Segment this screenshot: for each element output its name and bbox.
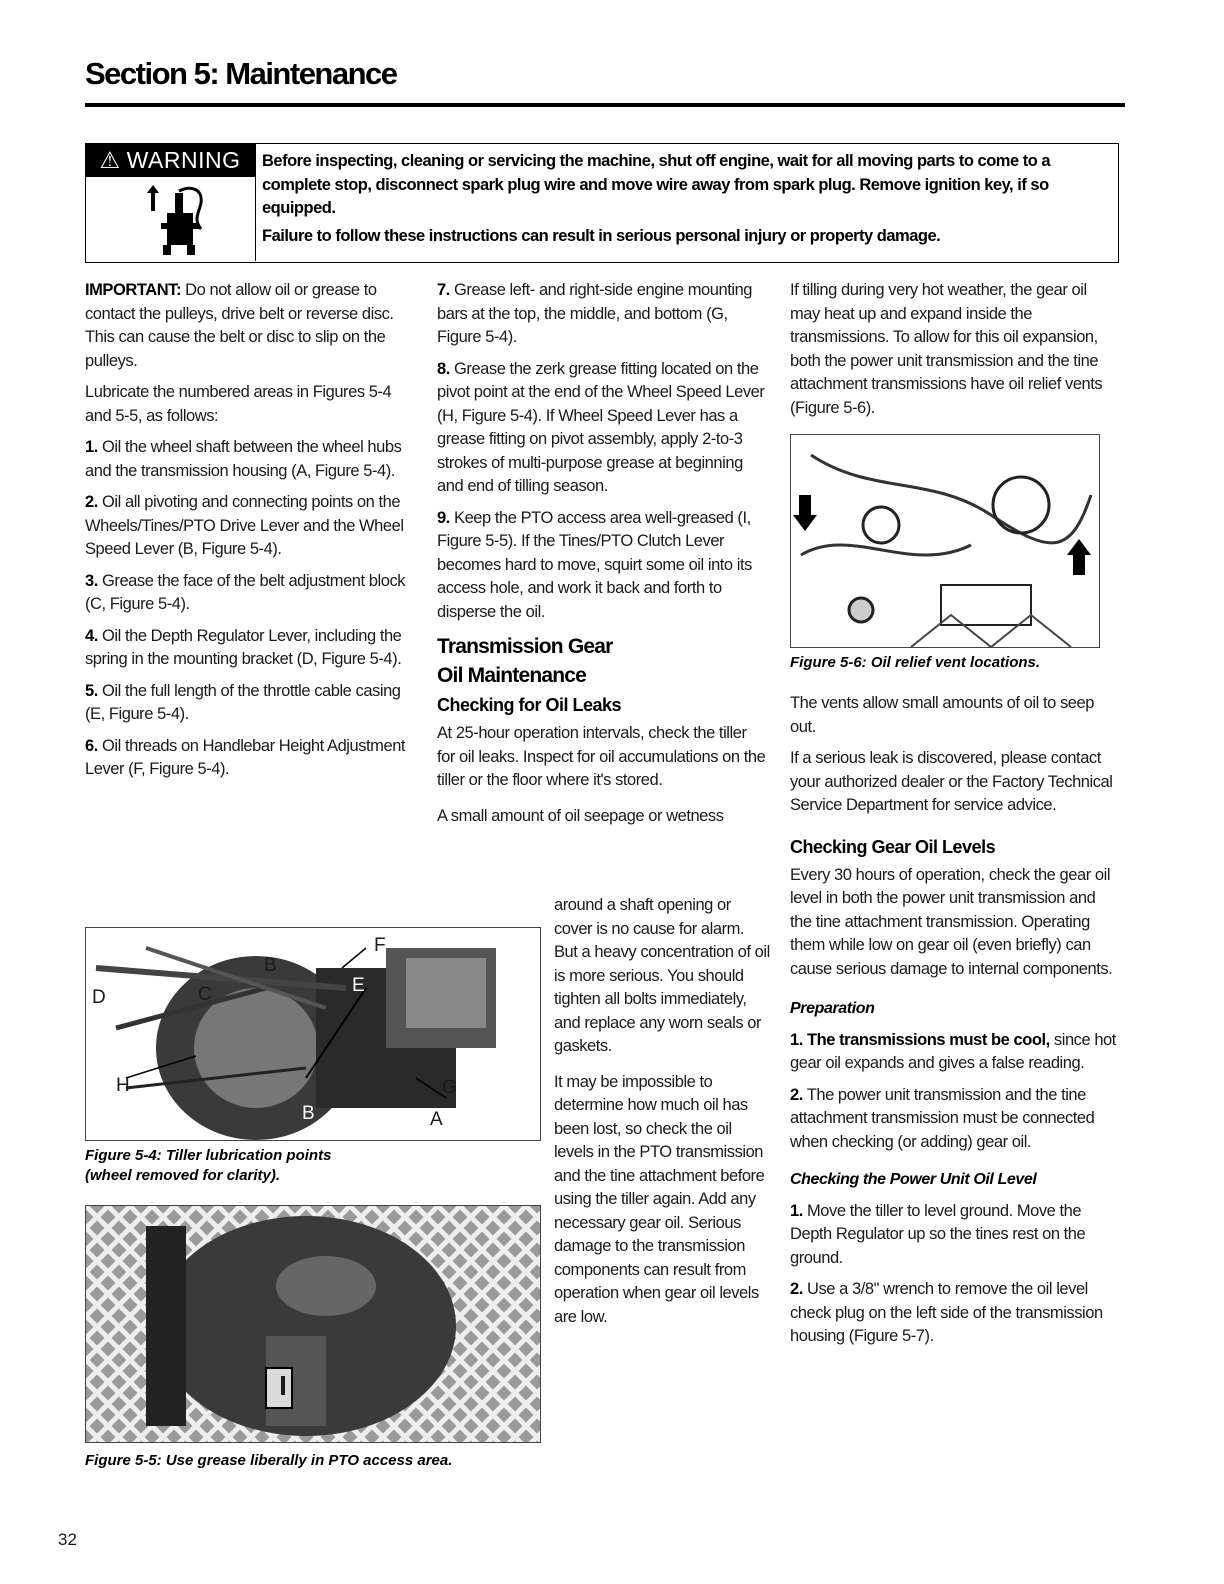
preparation-heading: Preparation	[790, 1000, 875, 1017]
leaks-para-2-lead: A small amount of oil seepage or wetness	[437, 806, 724, 825]
checking-levels-heading: Checking Gear Oil Levels	[790, 836, 996, 857]
warning-label: ⚠ WARNING	[85, 143, 255, 177]
fig4-label-d: D	[92, 987, 106, 1008]
power-unit-step-2: 2. Use a 3/8" wrench to remove the oil level check plug on the left side of the transmission housing (Figure 5-7).	[790, 1280, 1103, 1345]
step-4: 4. Oil the Depth Regulator Lever, including the spring in the mounting bracket (D, Figure 5-4).	[85, 626, 402, 668]
important-text: Do not allow oil or grease to contact the pulleys, drive belt or reverse disc. This can cause the belt or disc to slip on the pulleys.	[85, 281, 394, 370]
warning-line-1: Before inspecting, cleaning or servicing the machine, shut off engine, wait for all moving parts to come to a complete stop, disconnect spark plug wire and move wire away from spark plug. Remove ignition key, if so equipped.	[262, 152, 1051, 217]
page-number: 32	[58, 1530, 77, 1549]
leaks-para-1: At 25-hour operation intervals, check the tiller for oil leaks. Inspect for oil accumulations on the tiller or the floor where it's stored.	[437, 724, 766, 789]
step-2: 2. Oil all pivoting and connecting points on the Wheels/Tines/PTO Drive Lever and the Wheel Speed Lever (B, Figure 5-4).	[85, 493, 404, 558]
fig4-label-e: E	[352, 975, 365, 996]
fig4-label-c: C	[198, 984, 212, 1005]
step-9: 9. Keep the PTO access area well-greased (I, Figure 5-5). If the Tines/PTO Clutch Lever becomes hard to move, squirt some oil into its access hole, and work it back and forth to disperse the oil.	[437, 508, 752, 621]
power-unit-step-1: 1. Move the tiller to level ground. Move the Depth Regulator up so the tines rest on the ground.	[790, 1201, 1086, 1267]
vents-para: The vents allow small amounts of oil to seep out.	[790, 694, 1094, 736]
column-3-mid	[790, 692, 1120, 1357]
important-label: IMPORTANT:	[85, 281, 182, 299]
transmission-heading: Transmission Gear Oil Maintenance	[437, 635, 613, 687]
power-unit-heading: Checking the Power Unit Oil Level	[790, 1171, 1037, 1188]
fig4-label-f: F	[374, 935, 386, 956]
column-2-top	[437, 279, 767, 828]
lubricate-intro: Lubricate the numbered areas in Figures 5-4 and 5-5, as follows:	[85, 383, 392, 425]
figure-5-4-caption: Figure 5-4: Tiller lubrication points (wheel removed for clarity).	[85, 1147, 332, 1184]
column-2-wrap	[554, 894, 770, 1337]
warning-badge	[85, 143, 256, 261]
levels-para: Every 30 hours of operation, check the gear oil level in both the power unit transmission and the tine attachment transmission. Operating them while low on gear oil (even briefly) can cause serious damage to internal components.	[790, 865, 1113, 978]
fig4-label-a: A	[430, 1109, 443, 1130]
fig5-label-i: I	[279, 1370, 287, 1401]
fig4-label-b: B	[264, 955, 277, 976]
column-3-top	[790, 279, 1120, 428]
step-3: 3. Grease the face of the belt adjustment block (C, Figure 5-4).	[85, 571, 406, 613]
page-title: Section 5: Maintenance	[85, 56, 397, 91]
hot-weather-para: If tilling during very hot weather, the gear oil may heat up and expand inside the transmissions. To allow for this oil expansion, both the power unit transmission and the tine attachment transmissions have oil relief vents (Figure 5-6).	[790, 281, 1103, 417]
step-8: 8. Grease the zerk grease fitting located on the pivot point at the end of the Wheel Speed Lever (H, Figure 5-4). If Wheel Speed Lever has a grease fitting on pivot assembly, apply 2-to-3 strokes of multi-purpose grease at beginning and end of tilling season.	[437, 359, 765, 495]
figure-5-5-pto-photo	[85, 1205, 541, 1443]
step-6: 6. Oil threads on Handlebar Height Adjustment Lever (F, Figure 5-4).	[85, 736, 406, 778]
step-1: 1. Oil the wheel shaft between the wheel hubs and the transmission housing (A, Figure 5-4).	[85, 438, 402, 480]
figure-5-5-caption: Figure 5-5: Use grease liberally in PTO access area.	[85, 1452, 453, 1469]
prep-step-2: 2. The power unit transmission and the tine attachment transmission must be connected when checking (or adding) gear oil.	[790, 1085, 1095, 1151]
leaks-para-3: It may be impossible to determine how much oil has been lost, so check the oil levels in the PTO transmission and the tine attachment before using the tiller again. Add any necessary gear oil. Serious damage to the transmission components can result from operation when gear oil levels are low.	[554, 1072, 765, 1326]
fig4-label-g: G	[442, 1077, 457, 1098]
fig4-label-h: H	[116, 1075, 130, 1096]
checking-leaks-heading: Checking for Oil Leaks	[437, 695, 622, 715]
figure-5-6-caption: Figure 5-6: Oil relief vent locations.	[790, 654, 1041, 671]
fig4-label-b2: B	[302, 1103, 315, 1124]
prep-step-1: 1. The transmissions must be cool, since hot gear oil expands and gives a false reading.	[790, 1030, 1116, 1072]
column-1	[85, 279, 415, 790]
step-5: 5. Oil the full length of the throttle cable casing (E, Figure 5-4).	[85, 681, 401, 723]
title-rule	[85, 103, 1125, 107]
leaks-para-2: around a shaft opening or cover is no cause for alarm. But a heavy concentration of oil is more serious. You should tighten all bolts immediately, and replace any worn seals or gaskets.	[554, 896, 770, 1055]
warning-text	[262, 150, 1112, 252]
warning-line-2: Failure to follow these instructions can result in serious personal injury or property damage.	[262, 226, 941, 245]
spark-plug-disconnect-icon	[135, 183, 215, 260]
step-7: 7. Grease left- and right-side engine mounting bars at the top, the middle, and bottom (G, Figure 5-4).	[437, 281, 753, 346]
serious-leak-para: If a serious leak is discovered, please contact your authorized dealer or the Factory Technical Service Department for service advice.	[790, 749, 1113, 814]
figure-5-6-vent-photo	[790, 434, 1100, 648]
warning-triangle-icon: ⚠	[99, 147, 121, 173]
